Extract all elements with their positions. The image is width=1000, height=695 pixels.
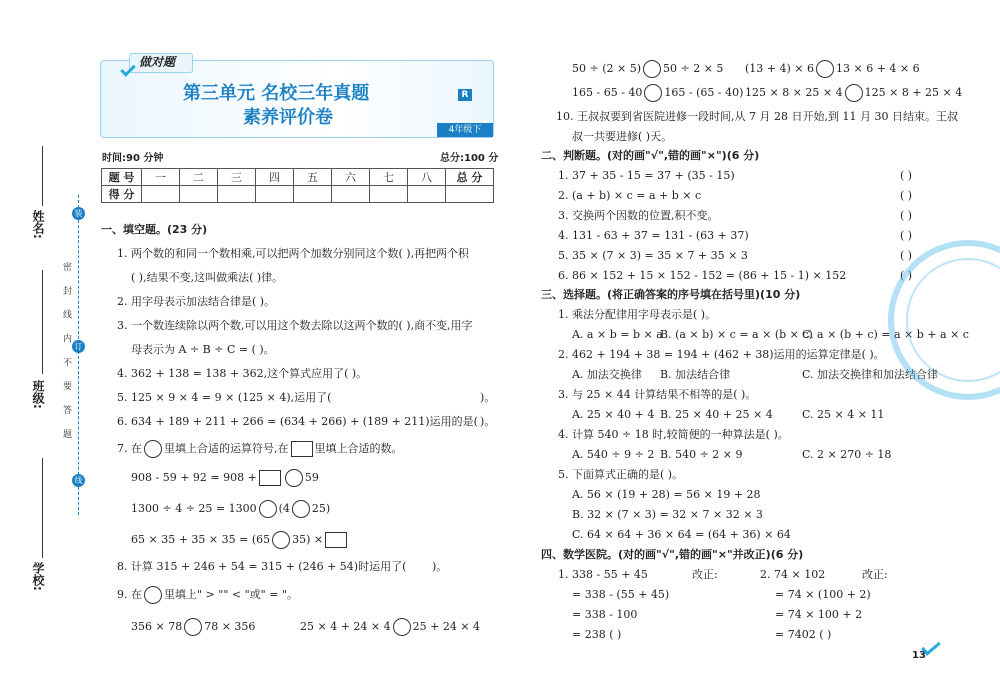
check-icon <box>921 637 941 655</box>
section-4-title: 四、数学医院。(对的画"√",错的画"×"并改正)(6 分) <box>541 548 804 561</box>
expr-text: 59 <box>304 471 319 484</box>
edition-badge: R <box>458 89 472 101</box>
question-9a <box>131 618 255 636</box>
choice-4-c: C. 2 × 270 ÷ 18 <box>802 448 892 461</box>
compare-1 <box>572 60 723 78</box>
score-input[interactable] <box>180 186 218 203</box>
expr-text: 25 × 4 + 24 × 4 <box>300 620 391 633</box>
score-input[interactable] <box>218 186 256 203</box>
choice-1-a: A. a × b = b × a <box>572 328 663 341</box>
question-3a: 3. 一个数连续除以两个数,可以用这个数去除以这两个数的( ),商不变,用字 <box>117 319 473 332</box>
question-7-mid: 里填上合适的运算符号,在 <box>164 442 289 455</box>
table-cell: 六 <box>332 169 370 186</box>
score-input[interactable] <box>294 186 332 203</box>
page-subtitle: 素养评价卷 <box>243 107 333 128</box>
doctor-1-line-2: = 338 - (55 + 45) <box>572 588 670 601</box>
box-blank[interactable] <box>325 532 347 548</box>
score-input[interactable] <box>370 186 408 203</box>
section-3-title: 三、选择题。(将正确答案的序号填在括号里)(10 分) <box>541 288 801 301</box>
expr-text: 65 × 35 + 35 × 35 = (65 <box>131 533 271 546</box>
box-blank[interactable] <box>259 470 281 486</box>
name-field[interactable] <box>42 146 43 206</box>
question-10a: 10. 王叔叔要到省医院进修一段时间,从 7 月 28 日开始,到 11 月 30 日结束。王叔 <box>556 110 958 123</box>
circle-blank[interactable] <box>144 440 162 458</box>
question-10b: 叔一共要进修( )天。 <box>572 130 673 143</box>
question-6: 6. 634 + 189 + 211 + 266 = (634 + 266) + (189 + 211)运用的是( <box>117 415 478 428</box>
expr-text: 35) × <box>292 533 324 546</box>
exam-time: 时间:90 分钟 <box>102 153 164 164</box>
circle-blank[interactable] <box>644 84 662 102</box>
question-1b: ( ),结果不变,这叫做乘法( )律。 <box>131 271 284 284</box>
choice-4: 4. 计算 540 ÷ 18 时,较简便的一种算法是( )。 <box>558 428 789 441</box>
question-8-end: )。 <box>432 560 448 573</box>
question-7c <box>131 531 349 549</box>
compare-3 <box>572 84 743 102</box>
doctor-1-line-4: = 238 ( ) <box>572 628 622 641</box>
table-cell: 一 <box>142 169 180 186</box>
check-icon <box>120 61 136 77</box>
score-input[interactable] <box>446 186 494 203</box>
score-input[interactable] <box>256 186 294 203</box>
expr-text: 50 ÷ (2 × 5) <box>572 62 641 75</box>
seal-dot-3: 线 <box>72 474 85 487</box>
score-table <box>101 168 494 203</box>
class-label: 班级: <box>31 380 45 409</box>
judge-3: 3. 交换两个因数的位置,积不变。 <box>558 209 719 222</box>
judge-2: 2. (a + b) × c = a + b × c <box>558 189 702 202</box>
class-field[interactable] <box>42 270 43 374</box>
seal-dot-2: 订 <box>72 340 85 353</box>
doctor-1-line-3: = 338 - 100 <box>572 608 638 621</box>
doctor-2-fix-label: 改正: <box>862 568 888 581</box>
school-field[interactable] <box>42 458 43 558</box>
compare-2 <box>745 60 920 78</box>
score-input[interactable] <box>408 186 446 203</box>
exam-total: 总分:100 分 <box>440 153 499 164</box>
circle-blank[interactable] <box>285 469 303 487</box>
expr-text: 9. 在 <box>117 588 142 601</box>
question-5-end: )。 <box>480 391 496 404</box>
question-3b: 母表示为 A ÷ B ÷ C = ( )。 <box>131 343 275 356</box>
circle-blank[interactable] <box>393 618 411 636</box>
grade-badge: 4年级下 <box>437 123 493 137</box>
judge-answer-1[interactable]: ( ) <box>900 169 913 182</box>
choice-5: 5. 下面算式正确的是( )。 <box>558 468 684 481</box>
question-2: 2. 用字母表示加法结合律是( )。 <box>117 295 276 308</box>
school-label: 学校: <box>31 562 45 591</box>
expr-text: 13 × 6 + 4 × 6 <box>836 62 920 75</box>
choice-4-b: B. 540 ÷ 2 × 9 <box>660 448 743 461</box>
section-2-title: 二、判断题。(对的画"√",错的画"×")(6 分) <box>541 149 760 162</box>
judge-answer-6[interactable]: ( ) <box>900 269 913 282</box>
score-table-header-row <box>102 169 494 186</box>
section-1-title: 一、填空题。(23 分) <box>101 223 208 236</box>
doctor-1-fix-label: 改正: <box>692 568 718 581</box>
expr-text: 356 × 78 <box>131 620 183 633</box>
table-cell: 三 <box>218 169 256 186</box>
page-title: 第三单元 名校三年真题 <box>183 83 370 104</box>
circle-blank[interactable] <box>292 500 310 518</box>
expr-text: 25 + 24 × 4 <box>412 620 481 633</box>
question-5: 5. 125 × 9 × 4 = 9 × (125 × 4),运用了( <box>117 391 332 404</box>
choice-1: 1. 乘法分配律用字母表示是( )。 <box>558 308 717 321</box>
expr-text: 165 - (65 - 40) <box>664 86 744 99</box>
page-number: 13 <box>912 650 926 661</box>
judge-4: 4. 131 - 63 + 37 = 131 - (63 + 37) <box>558 229 749 242</box>
question-7b <box>131 500 330 518</box>
doctor-2-line-3: = 74 × 100 + 2 <box>775 608 863 621</box>
expr-text: 25) <box>311 502 331 515</box>
judge-answer-5[interactable]: ( ) <box>900 249 913 262</box>
expr-text: 165 - 65 - 40 <box>572 86 643 99</box>
choice-2-b: B. 加法结合律 <box>660 368 731 381</box>
name-label: 姓名: <box>31 210 45 239</box>
question-1a: 1. 两个数的和同一个数相乘,可以把两个加数分别同这个数( ),再把两个积 <box>117 247 470 260</box>
doctor-2-line-4: = 7402 ( ) <box>775 628 832 641</box>
seal-line <box>78 195 79 515</box>
choice-2-a: A. 加法交换律 <box>572 368 642 381</box>
choice-2: 2. 462 + 194 + 38 = 194 + (462 + 38)运用的运算定律是( )。 <box>558 348 885 361</box>
binding-margin <box>0 0 95 695</box>
score-input[interactable] <box>332 186 370 203</box>
question-6-end: )。 <box>480 415 496 428</box>
table-cell: 得 分 <box>102 186 142 203</box>
watermark-inner-ring <box>906 258 1000 382</box>
question-9 <box>117 586 298 604</box>
choice-3-a: A. 25 × 40 + 4 <box>572 408 655 421</box>
question-7 <box>117 440 403 458</box>
table-cell: 五 <box>294 169 332 186</box>
seal-dot-1: 装 <box>72 207 85 220</box>
box-blank[interactable] <box>291 441 313 457</box>
question-4: 4. 362 + 138 = 138 + 362,这个算式应用了( )。 <box>117 367 368 380</box>
circle-blank[interactable] <box>845 84 863 102</box>
expr-text: 908 - 59 + 92 = 908 + <box>131 471 257 484</box>
judge-answer-4[interactable]: ( ) <box>900 229 913 242</box>
judge-answer-2[interactable]: ( ) <box>900 189 913 202</box>
circle-blank[interactable] <box>272 531 290 549</box>
circle-blank[interactable] <box>184 618 202 636</box>
choice-3-b: B. 25 × 40 + 25 × 4 <box>660 408 773 421</box>
doctor-2-line-1: 2. 74 × 102 <box>760 568 826 581</box>
choice-2-c: C. 加法交换律和加法结合律 <box>802 368 939 381</box>
score-table-score-row <box>102 186 494 203</box>
expr-text: 1300 ÷ 4 ÷ 25 = 1300 <box>131 502 257 515</box>
table-cell: 题 号 <box>102 169 142 186</box>
judge-6: 6. 86 × 152 + 15 × 152 - 152 = (86 + 15 - 1) × 152 <box>558 269 847 282</box>
score-input[interactable] <box>142 186 180 203</box>
judge-1: 1. 37 + 35 - 15 = 37 + (35 - 15) <box>558 169 735 182</box>
seal-text: 密 封 线 内 不 要 答 题 <box>61 262 71 445</box>
question-7a <box>131 469 319 487</box>
expr-text: 50 ÷ 2 × 5 <box>663 62 724 75</box>
question-7-post: 里填上合适的数。 <box>314 442 403 455</box>
judge-answer-3[interactable]: ( ) <box>900 209 913 222</box>
choice-5-b: B. 32 × (7 × 3) = 32 × 7 × 32 × 3 <box>572 508 763 521</box>
expr-text: 里填上" > "" < "或" = "。 <box>164 588 298 601</box>
header-banner <box>100 55 494 138</box>
table-cell: 总 分 <box>446 169 494 186</box>
choice-5-a: A. 56 × (19 + 28) = 56 × 19 + 28 <box>572 488 761 501</box>
table-cell: 八 <box>408 169 446 186</box>
expr-text: (4 <box>278 502 290 515</box>
expr-text: 125 × 8 × 25 × 4 <box>745 86 843 99</box>
expr-text: (13 + 4) × 6 <box>745 62 814 75</box>
doctor-1-line-1: 1. 338 - 55 + 45 <box>558 568 648 581</box>
compare-4 <box>745 84 962 102</box>
circle-blank[interactable] <box>816 60 834 78</box>
circle-blank[interactable] <box>643 60 661 78</box>
choice-3: 3. 与 25 × 44 计算结果不相等的是( )。 <box>558 388 757 401</box>
circle-blank[interactable] <box>259 500 277 518</box>
choice-1-c: C. a × (b + c) = a × b + a × c <box>802 328 969 341</box>
expr-text: 78 × 356 <box>204 620 256 633</box>
question-7-pre: 7. 在 <box>117 442 142 455</box>
question-8: 8. 计算 315 + 246 + 54 = 315 + (246 + 54)时运用了( <box>117 560 407 573</box>
table-cell: 二 <box>180 169 218 186</box>
choice-4-a: A. 540 ÷ 9 ÷ 2 <box>572 448 655 461</box>
table-cell: 七 <box>370 169 408 186</box>
brand-text: 做对题 <box>139 55 176 69</box>
choice-3-c: C. 25 × 4 × 11 <box>802 408 885 421</box>
doctor-2-line-2: = 74 × (100 + 2) <box>775 588 871 601</box>
judge-5: 5. 35 × (7 × 3) = 35 × 7 + 35 × 3 <box>558 249 748 262</box>
choice-5-c: C. 64 × 64 + 36 × 64 = (64 + 36) × 64 <box>572 528 791 541</box>
circle-blank[interactable] <box>144 586 162 604</box>
table-cell: 四 <box>256 169 294 186</box>
expr-text: 125 × 8 + 25 × 4 <box>864 86 963 99</box>
choice-1-b: B. (a × b) × c = a × (b × c) <box>660 328 813 341</box>
question-9b <box>300 618 480 636</box>
